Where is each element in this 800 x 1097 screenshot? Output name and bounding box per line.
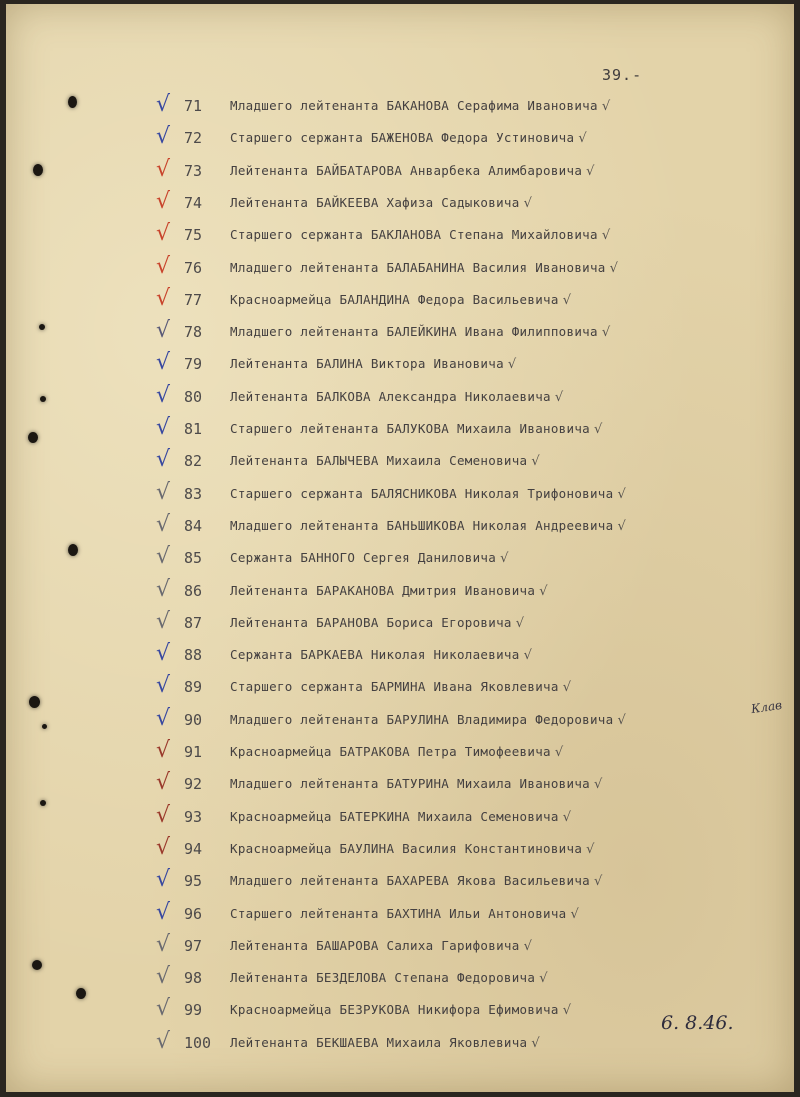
entry-name: Лейтенанта БАЛЫЧЕВА Михаила Семеновича	[230, 453, 528, 469]
entry-text	[230, 776, 603, 792]
list-item	[6, 320, 794, 350]
punch-hole	[76, 988, 86, 999]
entry-name: Лейтенанта БЕКШАЕВА Михаила Яковлевича	[230, 1034, 528, 1050]
check-mark-icon: √	[156, 285, 171, 311]
entry-number: 100	[184, 1033, 212, 1052]
punch-hole	[40, 800, 46, 806]
list-item	[6, 382, 794, 415]
entry-name: Лейтенанта БАЙБАТАРОВА Анварбека Алимбаровича	[230, 162, 583, 178]
entry-name: Лейтенанта БАШАРОВА Салиха Гарифовича	[230, 937, 520, 953]
entry-text	[230, 712, 626, 728]
entry-text	[230, 1002, 571, 1018]
entry-number: 85	[184, 549, 203, 568]
entry-number: 89	[184, 678, 203, 697]
check-mark-icon: √	[554, 389, 564, 405]
entry-number: 72	[184, 129, 203, 148]
entry-number: 74	[184, 193, 203, 212]
check-mark-icon: √	[507, 357, 517, 373]
entry-name: Красноармейца БАТЕРКИНА Михаила Семеновича	[230, 808, 559, 824]
entry-number: 79	[184, 355, 203, 374]
entry-text	[230, 518, 626, 534]
punch-hole	[33, 164, 43, 176]
entry-text	[230, 389, 563, 405]
punch-hole	[40, 396, 46, 402]
entry-text	[230, 195, 532, 211]
entry-text	[230, 873, 603, 889]
list-item	[6, 869, 794, 899]
entry-text	[230, 550, 509, 566]
entry-number: 94	[184, 839, 203, 858]
check-mark-icon: √	[156, 964, 171, 990]
entry-text	[230, 679, 571, 695]
check-mark-icon: √	[156, 221, 171, 247]
entry-number: 71	[184, 97, 203, 115]
check-mark-icon: √	[156, 867, 171, 893]
check-mark-icon: √	[586, 163, 595, 179]
check-mark-icon: √	[156, 770, 171, 796]
check-mark-icon: √	[156, 415, 171, 440]
entry-number: 80	[184, 387, 203, 406]
list-item	[6, 417, 794, 447]
check-mark-icon: √	[156, 834, 171, 860]
entry-text	[230, 130, 587, 146]
check-mark-icon: √	[156, 188, 171, 214]
list-item	[6, 253, 794, 286]
entry-name: Младшего лейтенанта БАКАНОВА Серафима Ивановича	[230, 98, 598, 113]
check-mark-icon: √	[554, 745, 564, 760]
entry-number: 96	[184, 904, 203, 923]
check-mark-icon: √	[570, 906, 580, 922]
check-mark-icon: √	[156, 511, 171, 537]
entry-name: Лейтенанта БАРАКАНОВА Дмитрия Ивановича	[230, 582, 536, 598]
check-mark-icon: √	[156, 382, 171, 408]
entry-name: Младшего лейтенанта БАТУРИНА Михаила Ивановича	[230, 776, 590, 792]
check-mark-icon: √	[523, 195, 533, 211]
punch-hole	[42, 724, 47, 729]
entry-name: Лейтенанта БЕЗДЕЛОВА Степана Федоровича	[230, 970, 536, 986]
list-item	[6, 966, 794, 996]
check-mark-icon: √	[593, 874, 603, 890]
entry-name: Лейтенанта БАЛКОВА Александра Николаевича	[230, 388, 551, 404]
check-mark-icon: √	[609, 260, 619, 276]
entry-name: Старшего сержанта БАРМИНА Ивана Яковлевича	[230, 679, 559, 695]
entry-number: 76	[184, 258, 203, 277]
entry-name: Младшего лейтенанта БАРУЛИНА Владимира Федоровича	[230, 711, 614, 727]
entry-number: 95	[184, 872, 203, 891]
check-mark-icon: √	[156, 92, 171, 117]
list-item	[6, 576, 794, 609]
list-item	[6, 352, 794, 382]
list-item	[6, 643, 794, 673]
entry-text	[230, 1035, 540, 1051]
check-mark-icon: √	[523, 648, 533, 664]
list-item	[6, 802, 794, 835]
page-number: 39.-	[602, 66, 643, 84]
entry-number: 82	[184, 452, 203, 471]
check-mark-icon: √	[156, 576, 171, 602]
entry-name: Красноармейца БАЛАНДИНА Федора Васильевича	[230, 291, 559, 307]
entry-text	[230, 809, 571, 825]
check-mark-icon: √	[539, 971, 548, 987]
list-item	[6, 285, 794, 318]
entry-number: 90	[184, 710, 203, 729]
entry-number: 93	[184, 807, 203, 826]
entry-text	[230, 421, 603, 437]
check-mark-icon: √	[593, 422, 603, 437]
check-mark-icon: √	[617, 486, 627, 502]
entry-name: Старшего сержанта БАЖЕНОВА Федора Устиновича	[230, 130, 575, 146]
check-mark-icon: √	[156, 673, 171, 699]
list-item	[6, 223, 794, 253]
entry-number: 83	[184, 484, 203, 503]
punch-hole	[68, 96, 77, 108]
list-item	[6, 740, 794, 770]
check-mark-icon: √	[562, 680, 572, 696]
entry-text	[230, 970, 548, 986]
entry-number: 73	[184, 161, 203, 180]
entry-text	[230, 260, 618, 276]
check-mark-icon: √	[156, 641, 171, 667]
entry-name: Красноармейца БЕЗРУКОВА Никифора Ефимовича	[230, 1002, 559, 1018]
check-mark-icon: √	[562, 809, 572, 825]
check-mark-icon: √	[515, 615, 525, 631]
check-mark-icon: √	[156, 802, 171, 828]
entry-text	[230, 227, 610, 243]
check-mark-icon: √	[156, 608, 171, 634]
list-item	[6, 126, 794, 156]
check-mark-icon: √	[156, 479, 171, 505]
list-item	[6, 834, 794, 867]
entry-text	[230, 647, 532, 663]
entry-number: 78	[184, 323, 203, 342]
entry-number: 75	[184, 226, 203, 245]
entry-text	[230, 744, 563, 760]
check-mark-icon: √	[601, 325, 611, 341]
entry-name: Старшего лейтенанта БАЛУКОВА Михаила Ивановича	[230, 421, 590, 436]
entry-number: 99	[184, 1001, 203, 1020]
entry-number: 84	[184, 516, 203, 535]
handwritten-date: 6. 8.46.	[661, 1012, 734, 1034]
list-item	[6, 188, 794, 221]
entry-name: Сержанта БАННОГО Сергея Даниловича	[230, 550, 497, 566]
entry-text	[230, 163, 595, 179]
check-mark-icon: √	[586, 841, 595, 857]
check-mark-icon: √	[601, 228, 611, 244]
entry-text	[230, 356, 517, 372]
check-mark-icon: √	[562, 1003, 572, 1019]
document-page	[6, 4, 794, 1092]
entry-name: Младшего лейтенанта БАНЬШИКОВА Николая Андреевича	[230, 517, 614, 533]
check-mark-icon: √	[156, 1028, 171, 1054]
entry-number: 81	[184, 420, 203, 438]
check-mark-icon: √	[156, 318, 171, 344]
check-mark-icon: √	[523, 938, 533, 954]
list-item	[6, 156, 794, 189]
entry-text	[230, 98, 610, 114]
check-mark-icon: √	[617, 518, 627, 534]
check-mark-icon: √	[156, 156, 171, 182]
entry-text	[230, 324, 610, 340]
list-item	[6, 1028, 794, 1061]
entry-name: Младшего лейтенанта БАЛЕЙКИНА Ивана Филипповича	[230, 324, 598, 340]
list-item	[6, 899, 794, 932]
entry-number: 88	[184, 646, 203, 665]
entry-name: Лейтенанта БАЙКЕЕВА Хафиза Садыковича	[230, 194, 520, 210]
check-mark-icon: √	[562, 292, 572, 308]
entry-text	[230, 453, 540, 469]
list-item	[6, 449, 794, 479]
check-mark-icon: √	[156, 544, 171, 570]
check-mark-icon: √	[156, 124, 171, 150]
entry-text	[230, 615, 524, 631]
list-item	[6, 608, 794, 641]
check-mark-icon: √	[156, 350, 171, 376]
check-mark-icon: √	[601, 99, 611, 114]
entry-number: 77	[184, 290, 203, 309]
entry-name: Старшего сержанта БАКЛАНОВА Степана Михайловича	[230, 227, 598, 243]
entry-number: 97	[184, 936, 203, 955]
entry-name: Младшего лейтенанта БАЛАБАНИНА Василия Ивановича	[230, 259, 606, 275]
check-mark-icon: √	[156, 996, 171, 1022]
entry-text	[230, 486, 626, 502]
check-mark-icon: √	[156, 738, 171, 763]
entry-name: Старшего лейтенанта БАХТИНА Ильи Антоновича	[230, 905, 567, 921]
check-mark-icon: √	[156, 447, 171, 473]
entry-name: Красноармейца БАУЛИНА Василия Константиновича	[230, 840, 583, 856]
entry-name: Красноармейца БАТРАКОВА Петра Тимофеевича	[230, 744, 551, 759]
punch-hole	[68, 544, 78, 556]
entry-name: Лейтенанта БАЛИНА Виктора Ивановича	[230, 356, 504, 372]
entry-number: 86	[184, 581, 203, 600]
list-item	[6, 675, 794, 705]
entry-name: Старшего сержанта БАЛЯСНИКОВА Николая Трифоновича	[230, 485, 614, 501]
entry-number: 87	[184, 613, 203, 632]
check-mark-icon: √	[617, 712, 627, 728]
check-mark-icon: √	[531, 454, 540, 470]
entry-number: 98	[184, 969, 203, 988]
check-mark-icon: √	[593, 777, 603, 793]
check-mark-icon: √	[156, 253, 171, 279]
list-item	[6, 546, 794, 576]
margin-note: Клав	[750, 697, 783, 717]
entry-number: 92	[184, 775, 203, 794]
list-item	[6, 511, 794, 544]
punch-hole	[29, 696, 40, 708]
check-mark-icon: √	[156, 705, 171, 731]
punch-hole	[39, 324, 45, 330]
entry-number: 91	[184, 743, 203, 761]
check-mark-icon: √	[156, 899, 171, 925]
list-item	[6, 931, 794, 964]
list-item	[6, 479, 794, 512]
entry-name: Сержанта БАРКАЕВА Николая Николаевича	[230, 647, 520, 663]
check-mark-icon: √	[156, 931, 171, 957]
check-mark-icon: √	[539, 583, 548, 599]
entry-text	[230, 841, 595, 857]
entry-text	[230, 938, 532, 954]
entry-name: Лейтенанта БАРАНОВА Бориса Егоровича	[230, 614, 512, 630]
entry-text	[230, 292, 571, 308]
entry-text	[230, 583, 548, 599]
check-mark-icon: √	[578, 131, 587, 147]
punch-hole	[28, 432, 38, 443]
entry-name: Младшего лейтенанта БАХАРЕВА Якова Васильевича	[230, 873, 590, 889]
punch-hole	[32, 960, 42, 970]
list-item	[6, 772, 794, 802]
check-mark-icon: √	[500, 551, 509, 567]
check-mark-icon: √	[531, 1035, 540, 1051]
list-item	[6, 94, 794, 124]
entry-text	[230, 906, 579, 922]
